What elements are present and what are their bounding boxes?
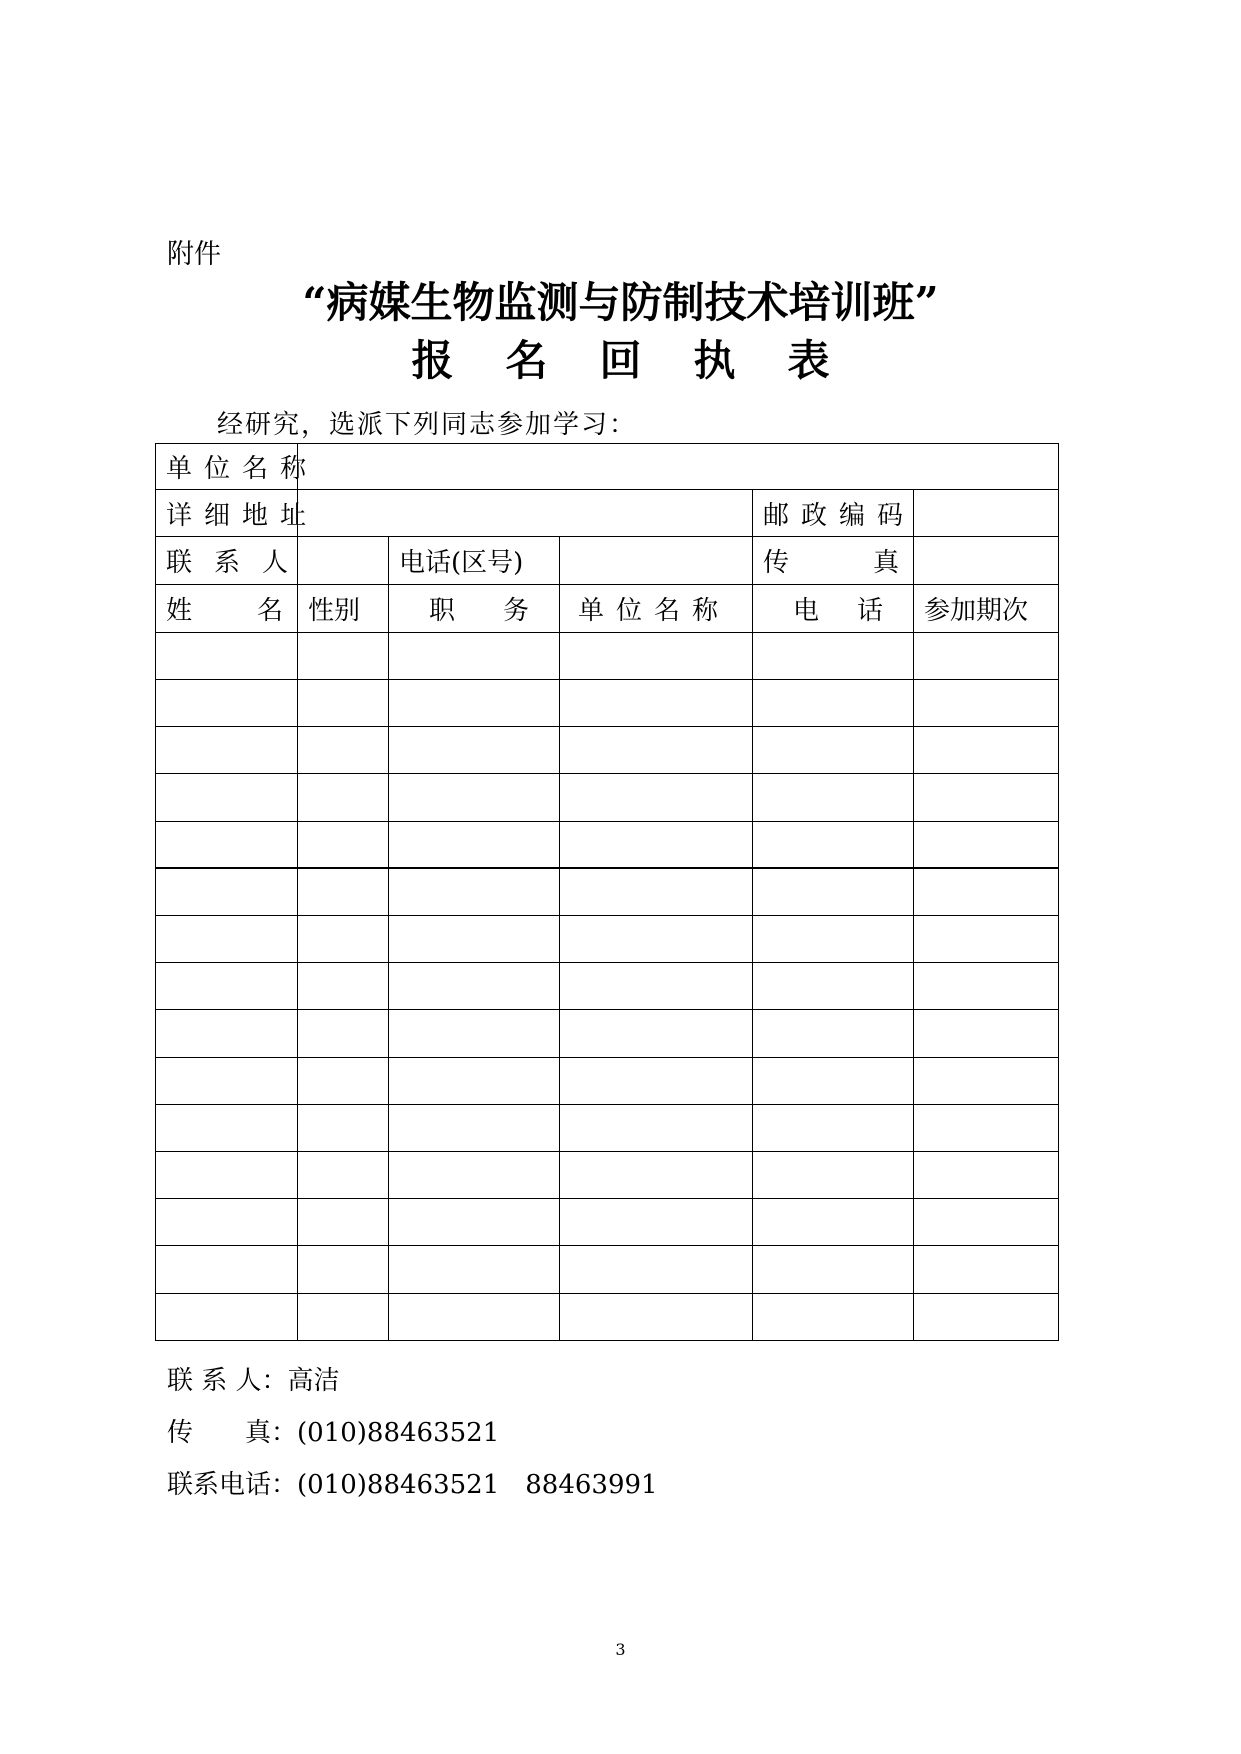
col-position-left: 职: [429, 595, 456, 626]
name-cell[interactable]: [156, 1104, 298, 1151]
unit-cell[interactable]: [560, 632, 753, 679]
position-cell[interactable]: [389, 1199, 560, 1246]
position-cell[interactable]: [389, 1057, 560, 1104]
footer-contact-value: 高洁: [287, 1366, 340, 1396]
registration-table: [155, 443, 1059, 1341]
header-row: [156, 584, 1059, 632]
gender-cell[interactable]: [298, 1010, 389, 1057]
participant-row: [156, 1010, 1059, 1057]
name-cell[interactable]: [156, 916, 298, 963]
footer-phone: [167, 1464, 658, 1501]
position-cell[interactable]: [389, 1246, 560, 1293]
phone-cell[interactable]: [753, 1199, 914, 1246]
name-cell[interactable]: [156, 868, 298, 915]
name-cell[interactable]: [156, 632, 298, 679]
document-subtitle: 报名回执表: [411, 336, 882, 385]
name-cell[interactable]: [156, 1152, 298, 1199]
participant-row: [156, 868, 1059, 915]
footer-fax-value: (010)88463521: [297, 1418, 500, 1448]
phone-cell[interactable]: [753, 774, 914, 821]
participant-row: [156, 821, 1059, 868]
phone-cell[interactable]: [753, 963, 914, 1010]
col-phone-left: 电: [793, 595, 820, 626]
name-cell[interactable]: [156, 1199, 298, 1246]
footer-phone-label: 联系电话：: [167, 1470, 298, 1500]
col-gender-header: 性别: [298, 584, 389, 632]
participant-row: [156, 963, 1059, 1010]
phone-cell[interactable]: [753, 1246, 914, 1293]
participant-row: [156, 1293, 1059, 1340]
gender-cell[interactable]: [298, 1293, 389, 1340]
gender-cell[interactable]: [298, 774, 389, 821]
address-row: [156, 490, 1059, 537]
gender-cell[interactable]: [298, 1199, 389, 1246]
phone-cell[interactable]: [753, 916, 914, 963]
unit-cell[interactable]: [560, 1246, 753, 1293]
session-cell[interactable]: [914, 916, 1059, 963]
session-cell[interactable]: [914, 1152, 1059, 1199]
participant-row: [156, 1246, 1059, 1293]
participant-row: [156, 774, 1059, 821]
col-position-header: [389, 584, 560, 632]
participant-row: [156, 916, 1059, 963]
participant-row: [156, 1057, 1059, 1104]
position-cell[interactable]: [389, 821, 560, 868]
participant-row: [156, 727, 1059, 774]
gender-cell[interactable]: [298, 916, 389, 963]
unit-cell[interactable]: [560, 1293, 753, 1340]
position-cell[interactable]: [389, 1152, 560, 1199]
postcode-label: 邮政编码: [753, 490, 914, 537]
postcode-field[interactable]: [914, 490, 1059, 537]
name-cell[interactable]: [156, 963, 298, 1010]
position-cell[interactable]: [389, 774, 560, 821]
name-cell[interactable]: [156, 727, 298, 774]
position-cell[interactable]: [389, 1010, 560, 1057]
fax-field[interactable]: [914, 537, 1059, 584]
gender-cell[interactable]: [298, 868, 389, 915]
position-cell[interactable]: [389, 916, 560, 963]
address-label: 详细地址: [156, 490, 298, 537]
name-cell[interactable]: [156, 680, 298, 727]
gender-cell[interactable]: [298, 1246, 389, 1293]
gender-cell[interactable]: [298, 632, 389, 679]
position-cell[interactable]: [389, 632, 560, 679]
unit-cell[interactable]: [560, 1104, 753, 1151]
gender-cell[interactable]: [298, 680, 389, 727]
unit-cell[interactable]: [560, 868, 753, 915]
session-cell[interactable]: [914, 1104, 1059, 1151]
position-cell[interactable]: [389, 727, 560, 774]
attachment-label: 附件: [167, 239, 221, 270]
participant-row: [156, 1152, 1059, 1199]
contact-row: [156, 537, 1059, 584]
address-field[interactable]: [298, 490, 753, 537]
col-name-right: 名: [256, 595, 283, 626]
unit-name-field[interactable]: [298, 444, 1059, 490]
session-cell[interactable]: [914, 1057, 1059, 1104]
contact-field[interactable]: [298, 537, 389, 584]
name-cell[interactable]: [156, 1057, 298, 1104]
participant-row: [156, 632, 1059, 679]
fax-label-right: 真: [872, 547, 899, 578]
gender-cell[interactable]: [298, 821, 389, 868]
position-cell[interactable]: [389, 1293, 560, 1340]
name-cell[interactable]: [156, 774, 298, 821]
unit-cell[interactable]: [560, 680, 753, 727]
session-cell[interactable]: [914, 1199, 1059, 1246]
position-cell[interactable]: [389, 868, 560, 915]
participant-row: [156, 1199, 1059, 1246]
col-name-header: [156, 584, 298, 632]
fax-label: [753, 537, 914, 584]
name-cell[interactable]: [156, 1293, 298, 1340]
session-cell[interactable]: [914, 821, 1059, 868]
footer-phone-value: (010)88463521 88463991: [297, 1470, 658, 1500]
gender-cell[interactable]: [298, 963, 389, 1010]
unit-cell[interactable]: [560, 821, 753, 868]
phone-cell[interactable]: [753, 821, 914, 868]
participant-row: [156, 680, 1059, 727]
session-cell[interactable]: [914, 680, 1059, 727]
phone-cell[interactable]: [753, 1010, 914, 1057]
footer-contact: [167, 1360, 340, 1397]
gender-cell[interactable]: [298, 1057, 389, 1104]
intro-text: 经研究，选派下列同志参加学习：: [217, 410, 638, 440]
unit-name-row: [156, 444, 1059, 490]
page-number: 3: [615, 1640, 626, 1659]
gender-cell[interactable]: [298, 727, 389, 774]
unit-cell[interactable]: [560, 916, 753, 963]
col-unit-header: 单位名称: [560, 584, 753, 632]
phone-cell[interactable]: [753, 632, 914, 679]
unit-cell[interactable]: [560, 727, 753, 774]
col-session-header: 参加期次: [914, 584, 1059, 632]
session-cell[interactable]: [914, 1246, 1059, 1293]
phone-cell[interactable]: [753, 1152, 914, 1199]
footer-contact-label: 联 系 人：: [167, 1366, 288, 1396]
unit-cell[interactable]: [560, 774, 753, 821]
col-phone-right: 话: [856, 595, 883, 626]
participant-rows: [156, 632, 1059, 1340]
position-cell[interactable]: [389, 963, 560, 1010]
gender-cell[interactable]: [298, 1104, 389, 1151]
col-name-left: 姓: [166, 595, 193, 626]
contact-label: 联系人: [156, 537, 298, 584]
footer-fax: [167, 1412, 499, 1449]
phone-cell[interactable]: [753, 1293, 914, 1340]
phone-area-field[interactable]: [560, 537, 753, 584]
col-position-right: 务: [502, 595, 529, 626]
col-phone-header: [753, 584, 914, 632]
phone-cell[interactable]: [753, 1104, 914, 1151]
session-cell[interactable]: [914, 868, 1059, 915]
phone-cell[interactable]: [753, 727, 914, 774]
session-cell[interactable]: [914, 1010, 1059, 1057]
document-title: “病媒生物监测与防制技术培训班”: [302, 278, 939, 327]
unit-cell[interactable]: [560, 1057, 753, 1104]
fax-label-left: 传: [763, 547, 790, 578]
phone-cell[interactable]: [753, 1057, 914, 1104]
name-cell[interactable]: [156, 1010, 298, 1057]
unit-cell[interactable]: [560, 1199, 753, 1246]
phone-area-label: 电话(区号): [389, 537, 560, 584]
session-cell[interactable]: [914, 774, 1059, 821]
phone-cell[interactable]: [753, 680, 914, 727]
unit-cell[interactable]: [560, 1152, 753, 1199]
session-cell[interactable]: [914, 727, 1059, 774]
position-cell[interactable]: [389, 680, 560, 727]
unit-cell[interactable]: [560, 963, 753, 1010]
unit-cell[interactable]: [560, 1010, 753, 1057]
footer-fax-label: 传 真：: [167, 1418, 298, 1448]
name-cell[interactable]: [156, 821, 298, 868]
unit-name-label: 单位名称: [156, 444, 298, 490]
participant-row: [156, 1104, 1059, 1151]
session-cell[interactable]: [914, 632, 1059, 679]
session-cell[interactable]: [914, 963, 1059, 1010]
session-cell[interactable]: [914, 1293, 1059, 1340]
position-cell[interactable]: [389, 1104, 560, 1151]
gender-cell[interactable]: [298, 1152, 389, 1199]
phone-cell[interactable]: [753, 868, 914, 915]
name-cell[interactable]: [156, 1246, 298, 1293]
